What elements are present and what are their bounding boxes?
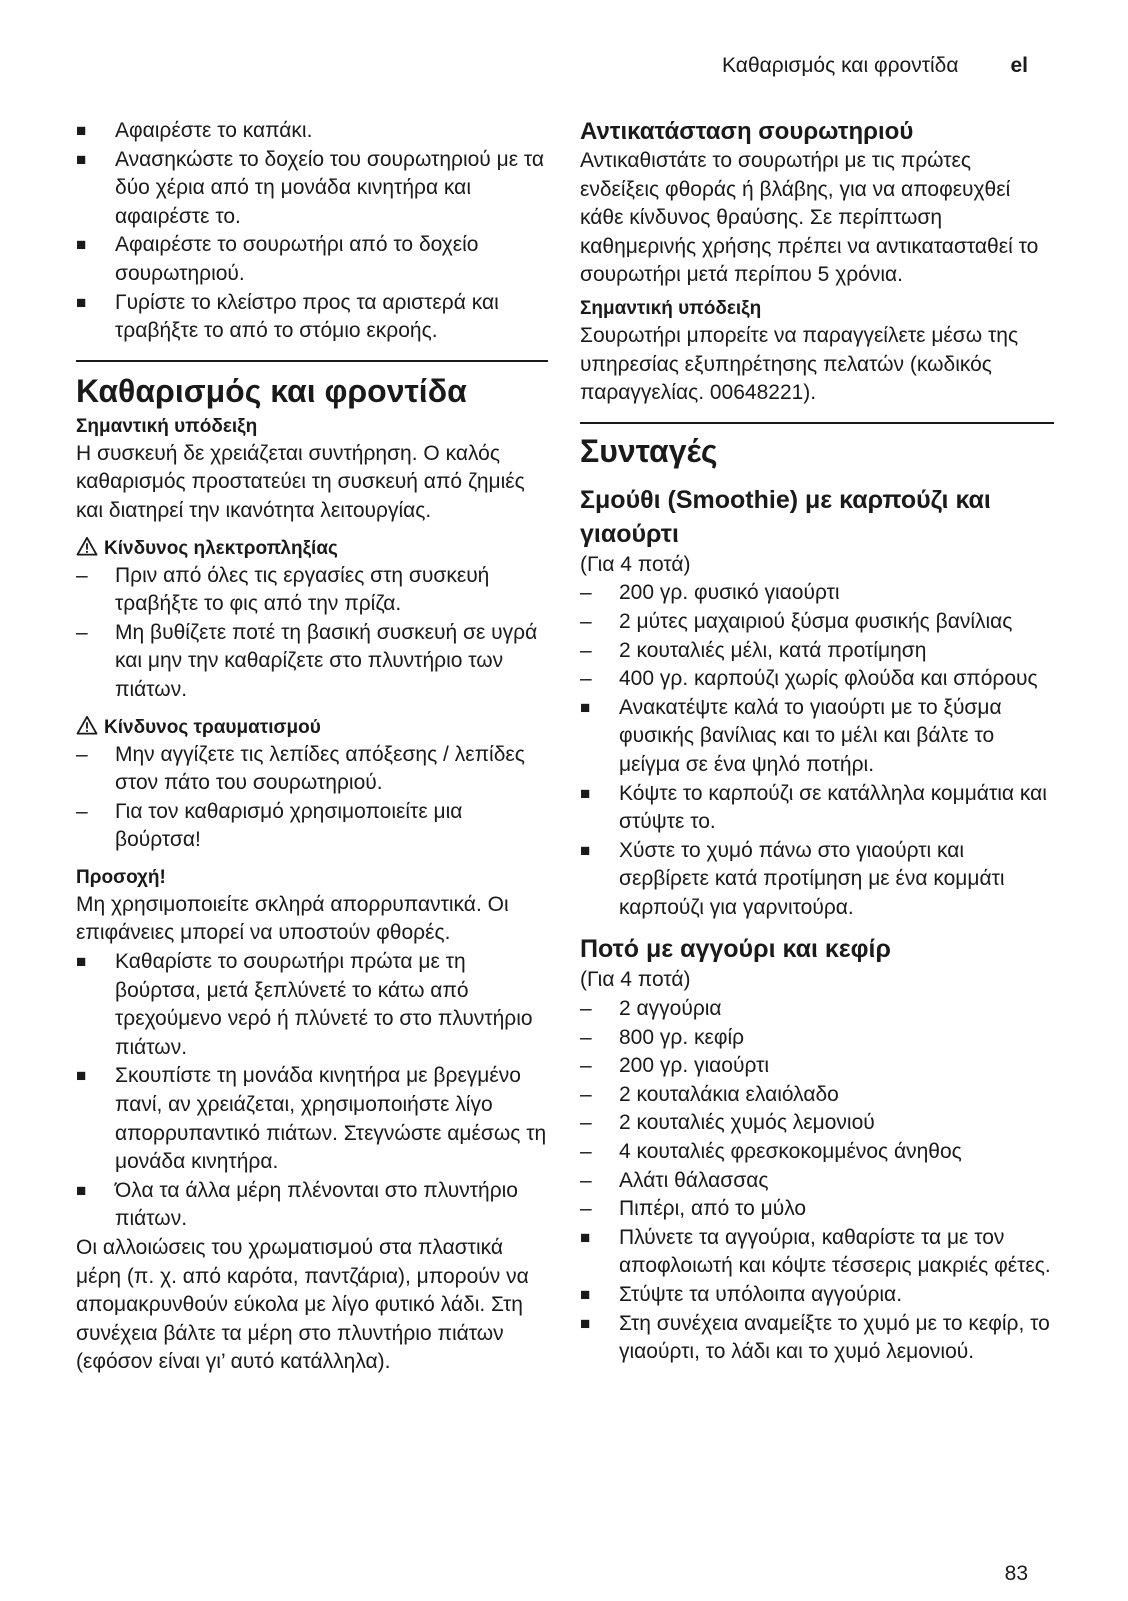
ingredient-list — [580, 579, 1054, 693]
square-bullet-icon: ■ — [76, 121, 87, 140]
dash-bullet: – — [580, 1111, 592, 1135]
recipe-title-watermelon-smoothie: Σμούθι (Smoothie) με καρπούζι και γιαούρτι — [580, 485, 991, 548]
step-list — [580, 1224, 1054, 1367]
list-item: – 400 γρ. καρπούζι χωρίς φλούδα και σπόρους — [580, 665, 1054, 694]
recipe-servings: (Για 4 ποτά) — [580, 968, 691, 992]
note-heading: Σημαντική υπόδειξη — [580, 297, 762, 319]
list-item: – 2 κουταλιές χυμός λεμονιού — [580, 1109, 1054, 1138]
recipe-servings: (Για 4 ποτά) — [580, 552, 691, 576]
list-item: – Μη βυθίζετε ποτέ τη βασική συσκευή σε υγρά και μην την καθαρίζετε στο πλυντήριο των πιάτων. — [76, 620, 538, 701]
list-item: ■ Στη συνέχεια αναμείξτε το χυμό με το κεφίρ, το γιαούρτι, το λάδι και το χυμό λεμονιού. — [580, 1311, 1050, 1364]
ingredient-list — [580, 995, 1054, 1224]
step-list — [580, 694, 1054, 923]
dash-bullet: – — [580, 1168, 592, 1192]
section-divider — [580, 422, 1054, 424]
dash-bullet: – — [580, 1197, 592, 1221]
square-bullet-icon: ■ — [76, 149, 87, 169]
list-item: – 200 γρ. γιαούρτι — [580, 1052, 1054, 1081]
list-item: ■ Ανακατέψτε καλά το γιαούρτι με το ξύσμα φυσικής βανίλιας και το μέλι και βάλτε το μείγμα σε ένα ψηλό ποτήρι. — [580, 695, 1002, 776]
header-section-title: Καθαρισμός και φροντίδα — [722, 54, 959, 77]
section-title-replace-strainer: Αντικατάσταση σουρωτηριού — [580, 118, 914, 145]
list-item: – 4 κουταλιές φρεσκοκομμένος άνηθος — [580, 1138, 1054, 1167]
square-bullet-icon: ■ — [580, 697, 591, 717]
section-title-cleaning: Καθαρισμός και φροντίδα — [76, 372, 467, 409]
dash-bullet: – — [580, 997, 592, 1021]
list-item: ■ Κόψτε το καρπούζι σε κατάλληλα κομμάτια και στύψτε το. — [580, 781, 1047, 834]
square-bullet-icon: ■ — [76, 1180, 87, 1200]
dash-bullet: – — [76, 563, 88, 587]
list-item: – Πριν από όλες τις εργασίες στη συσκευή τραβήξτε το φις από την πρίζα. — [76, 563, 490, 616]
note-text: Η συσκευή δε χρειάζεται συντήρηση. Ο καλός καθαρισμός προστατεύει τη συσκευή από ζημιές και διατηρεί την ικανότητα λειτουργίας. — [76, 441, 525, 522]
list-item: – 2 αγγούρια — [580, 995, 1054, 1024]
square-bullet-icon: ■ — [580, 840, 591, 860]
list-item: ■ Πλύνετε τα αγγούρια, καθαρίστε τα με τον αποφλοιωτή και κόψτε τέσσερις μακριές φέτες. — [580, 1225, 1051, 1278]
recipe-title-cucumber-kefir: Ποτό με αγγούρι και κεφίρ — [580, 935, 891, 964]
square-bullet-icon: ■ — [580, 1285, 591, 1304]
injury-warning-heading: Κίνδυνος τραυματισμού — [76, 715, 548, 741]
warning-triangle-icon — [76, 536, 98, 556]
list-item: ■ Γυρίστε το κλείστρο προς τα αριστερά και τραβήξτε το από το στόμιο εκροής. — [76, 290, 499, 343]
shock-warning-heading: Κίνδυνος ηλεκτροπληξίας — [76, 536, 548, 562]
square-bullet-icon: ■ — [76, 235, 87, 255]
caution-text: Μη χρησιμοποιείτε σκληρά απορρυπαντικά. Οι επιφάνειες μπορεί να υποστούν φθορές. — [76, 892, 509, 945]
square-bullet-icon: ■ — [76, 1066, 87, 1086]
list-item: ■ Σκουπίστε τη μονάδα κινητήρα με βρεγμένο πανί, αν χρειάζεται, χρησιμοποιήστε λίγο απορρυπαντικό πιάτων. Στεγνώστε αμέσως τη μονάδα κινητήρα. — [76, 1064, 547, 1174]
right-column — [580, 117, 1054, 1367]
dash-bullet: – — [76, 742, 88, 766]
dash-bullet: – — [580, 1025, 592, 1049]
header-language-code: el — [1010, 54, 1028, 77]
left-column — [76, 117, 548, 1377]
square-bullet-icon: ■ — [76, 292, 87, 312]
list-item: – 2 κουταλιές μέλι, κατά προτίμηση — [580, 637, 1054, 666]
list-item: ■ Αφαιρέστε το σουρωτήρι από το δοχείο σουρωτηριού. — [76, 233, 479, 285]
list-item: – Μην αγγίζετε τις λεπίδες απόξεσης / λεπίδες στον πάτο του σουρωτηριού. — [76, 742, 525, 795]
warning-triangle-icon — [76, 715, 98, 735]
list-item: ■ Αφαιρέστε το καπάκι. — [76, 117, 548, 146]
shock-warning-list — [76, 562, 548, 705]
cleaning-bullet-list — [76, 948, 548, 1234]
dash-bullet: – — [76, 799, 88, 823]
list-item: – 800 γρ. κεφίρ — [580, 1024, 1054, 1053]
list-item: ■ Χύστε το χυμό πάνω στο γιαούρτι και σερβίρετε κατά προτίμηση με ένα κομμάτι καρπούζι για γαρνιτούρα. — [580, 838, 1005, 919]
list-item: ■ Όλα τα άλλα μέρη πλένονται στο πλυντήριο πιάτων. — [76, 1178, 518, 1231]
square-bullet-icon: ■ — [580, 1227, 591, 1247]
injury-warning-list — [76, 741, 548, 855]
list-item: – 2 κουταλάκια ελαιόλαδο — [580, 1081, 1054, 1110]
dash-bullet: – — [580, 667, 592, 691]
section-title-recipes: Συνταγές — [580, 432, 718, 469]
dash-bullet: – — [580, 581, 592, 605]
page-number: 83 — [1004, 1562, 1028, 1585]
replace-strainer-text: Αντικαθιστάτε το σουρωτήρι με τις πρώτες ενδείξεις φθοράς ή βλάβης, για να αποφευχθεί κάθε κίνδυνος θραύσης. Σε περίπτωση καθημερινής χρήσης πρέπει να αντικατασταθεί το σουρωτήρι μετά περίπου 5 χρόνια. — [580, 149, 1039, 287]
dash-bullet: – — [580, 1054, 592, 1078]
section-divider — [76, 360, 548, 362]
dash-bullet: – — [76, 620, 88, 644]
discoloration-text: Οι αλλοιώσεις του χρωματισμού στα πλαστικά μέρη (π. χ. από καρότα, παντζάρια), μπορούν να απομακρυνθούν εύκολα με λίγο φυτικό λάδι. Στη συνέχεια βάλτε τα μέρη στο πλυντήριο πιάτων (εφόσον είναι γι’ αυτό κατάλληλα). — [76, 1236, 529, 1374]
list-item: ■ Στύψτε τα υπόλοιπα αγγούρια. — [580, 1281, 1054, 1310]
square-bullet-icon: ■ — [76, 952, 87, 972]
list-item: ■ Ανασηκώστε το δοχείο του σουρωτηριού με τα δύο χέρια από τη μονάδα κινητήρα και αφαιρέστε το. — [76, 147, 545, 228]
square-bullet-icon: ■ — [580, 783, 591, 803]
running-header — [722, 54, 1028, 78]
list-item: – 2 μύτες μαχαιριού ξύσμα φυσικής βανίλιας — [580, 608, 1054, 637]
list-item: – Πιπέρι, από το μύλο — [580, 1195, 1054, 1224]
list-item: – Αλάτι θάλασσας — [580, 1167, 1054, 1196]
square-bullet-icon: ■ — [580, 1313, 591, 1333]
intro-bullet-list — [76, 117, 548, 346]
note-heading: Σημαντική υπόδειξη — [76, 415, 258, 437]
dash-bullet: – — [580, 638, 592, 662]
list-item: – Για τον καθαρισμό χρησιμοποιείτε μια βούρτσα! — [76, 799, 463, 852]
dash-bullet: – — [580, 609, 592, 633]
dash-bullet: – — [580, 1082, 592, 1106]
order-note-text: Σουρωτήρι μπορείτε να παραγγείλετε μέσω της υπηρεσίας εξυπηρέτησης πελατών (κωδικός παραγγελίας. 00648221). — [580, 323, 1019, 405]
dash-bullet: – — [580, 1140, 592, 1164]
list-item: ■ Καθαρίστε το σουρωτήρι πρώτα με τη βούρτσα, μετά ξεπλύνετέ το κάτω από τρεχούμενο νερό ή πλύνετέ το στο πλυντήριο πιάτων. — [76, 950, 533, 1059]
list-item: – 200 γρ. φυσικό γιαούρτι — [580, 579, 1054, 608]
caution-heading: Προσοχή! — [76, 866, 166, 888]
